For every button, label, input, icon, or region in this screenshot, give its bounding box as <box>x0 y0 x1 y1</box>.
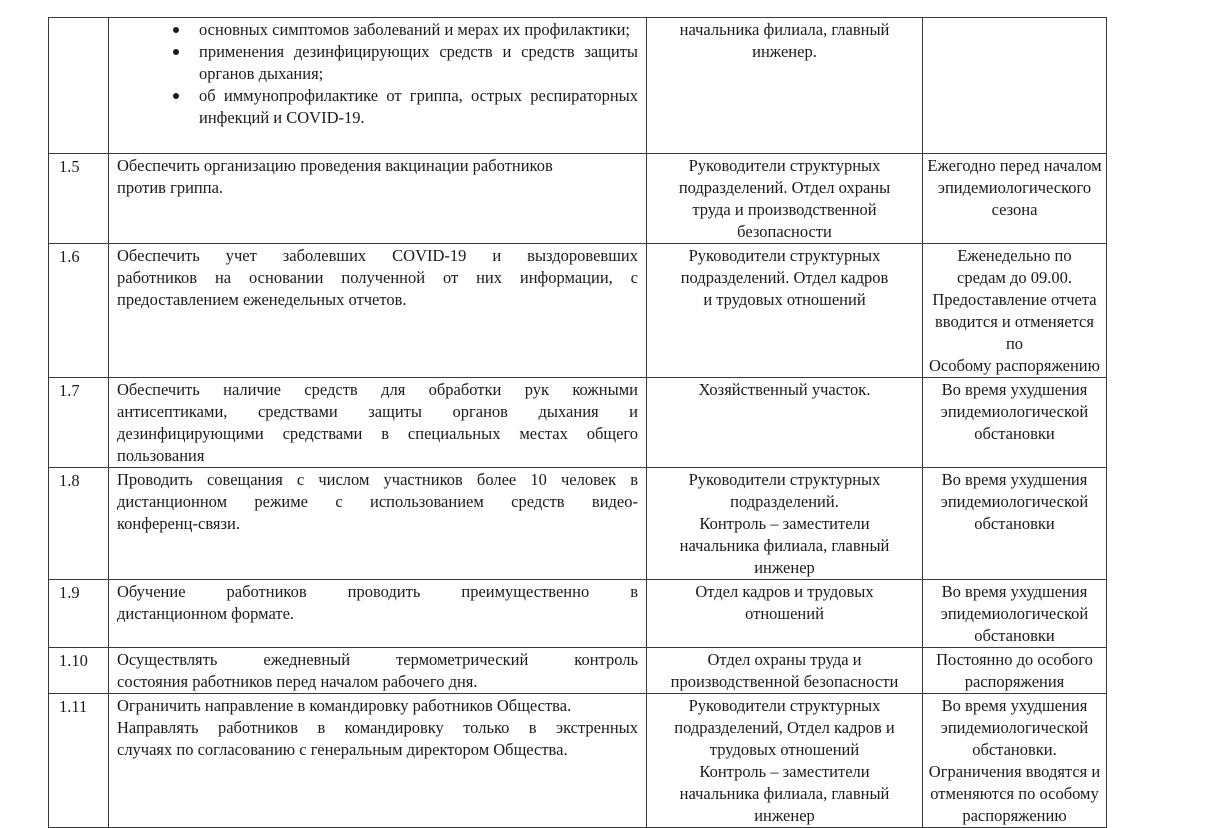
item-number: 1.5 <box>49 154 109 244</box>
responsible-line: подразделений, Отдел кадров и <box>674 718 895 737</box>
term-line: Во время ухудшения <box>941 380 1088 399</box>
term-cell <box>923 580 1107 648</box>
bullet-item: об иммунопрофилактике от гриппа, острых респираторных инфекций и COVID-19. <box>173 85 638 129</box>
term-line: Во время ухудшения <box>941 582 1088 601</box>
term-line: Предоставление отчета <box>932 290 1097 309</box>
action-line: Обеспечить наличие средств для обработки рук кожными <box>117 380 638 399</box>
bullet-item: применения дезинфицирующих средств и средств защиты органов дыхания; <box>173 41 638 85</box>
responsible-line: Контроль – заместители <box>699 762 870 781</box>
item-number <box>49 18 109 154</box>
term-line: обстановки <box>974 626 1055 645</box>
term-line: эпидемиологического <box>937 178 1092 197</box>
item-number: 1.6 <box>49 244 109 378</box>
action-cell <box>109 154 647 244</box>
action-cell <box>109 18 647 154</box>
term-cell <box>923 18 1107 154</box>
responsible-line: труда и производственной <box>692 200 877 219</box>
action-line: состояния работников перед началом рабочего дня. <box>117 672 478 691</box>
responsible-line: производственной безопасности <box>670 672 899 691</box>
document-page <box>48 17 1106 828</box>
action-line: Ограничить направление в командировку работников Общества. <box>117 696 572 715</box>
action-line: дезинфицирующими средствами в специальных местах общего <box>117 424 638 443</box>
term-line: Постоянно до особого <box>936 650 1093 669</box>
term-cell <box>923 378 1107 468</box>
table-row <box>49 694 1107 828</box>
responsible-line: Руководители структурных <box>688 470 881 489</box>
responsible-line: Руководители структурных <box>688 246 881 265</box>
term-line: Во время ухудшения <box>941 470 1088 489</box>
action-line: Обеспечить учет заболевших COVID-19 и выздоровевших <box>117 246 638 265</box>
action-line: пользования <box>117 446 205 465</box>
action-line: случаях по согласованию с генеральным директором Общества. <box>117 740 568 759</box>
action-line: антисептиками, средствами защиты органов дыхания и <box>117 402 638 421</box>
action-cell <box>109 468 647 580</box>
action-line: Обучение работников проводить преимущественно в <box>117 582 638 601</box>
table-row <box>49 378 1107 468</box>
bullet-item: основных симптомов заболеваний и мерах их профилактики; <box>173 19 638 41</box>
term-line: средам до 09.00. <box>957 268 1072 287</box>
action-cell <box>109 694 647 828</box>
responsible-line: Контроль – заместители <box>699 514 870 533</box>
action-line: Проводить совещания с числом участников более 10 человек в <box>117 470 638 489</box>
term-line: распоряжения <box>964 672 1065 691</box>
action-line: дистанционном режиме с использованием средств видео- <box>117 492 638 511</box>
term-line: эпидемиологической <box>940 718 1089 737</box>
term-cell <box>923 244 1107 378</box>
responsible-line: подразделений. <box>730 492 839 511</box>
item-number: 1.9 <box>49 580 109 648</box>
responsible-line: безопасности <box>737 222 832 241</box>
term-line: распоряжению <box>962 806 1067 825</box>
responsible-cell <box>647 18 923 154</box>
term-cell <box>923 154 1107 244</box>
responsible-line: Отдел кадров и трудовых <box>695 582 874 601</box>
term-line: эпидемиологической <box>940 402 1089 421</box>
action-line: Обеспечить организацию проведения вакцинации работников <box>117 156 553 175</box>
term-cell <box>923 468 1107 580</box>
term-line: Еженедельно по <box>957 246 1072 265</box>
term-cell <box>923 648 1107 694</box>
responsible-line: начальника филиала, главный <box>679 784 890 803</box>
term-line: эпидемиологической <box>940 492 1089 511</box>
action-cell <box>109 378 647 468</box>
term-line: Ежегодно перед началом <box>927 156 1102 175</box>
responsible-line: Руководители структурных <box>688 156 881 175</box>
table-row <box>49 244 1107 378</box>
responsible-line: и трудовых отношений <box>703 290 866 309</box>
action-line: Направлять работников в командировку только в экстренных <box>117 718 638 737</box>
responsible-cell <box>647 244 923 378</box>
table-row <box>49 18 1107 154</box>
responsible-cell <box>647 694 923 828</box>
table-row <box>49 468 1107 580</box>
responsible-line: отношений <box>745 604 824 623</box>
responsible-line: начальника филиала, главный <box>679 20 890 39</box>
action-line: Осуществлять ежедневный термометрический контроль <box>117 650 638 669</box>
responsible-line: инженер <box>754 806 815 825</box>
responsible-line: Хозяйственный участок. <box>698 380 871 399</box>
term-line: отменяются по особому <box>930 784 1099 803</box>
responsible-cell <box>647 580 923 648</box>
responsible-line: инженер. <box>752 42 817 61</box>
responsible-line: начальника филиала, главный <box>679 536 890 555</box>
item-number: 1.8 <box>49 468 109 580</box>
term-line: обстановки. <box>972 740 1057 759</box>
term-cell <box>923 694 1107 828</box>
item-number: 1.7 <box>49 378 109 468</box>
term-line: обстановки <box>974 514 1055 533</box>
responsible-line: инженер <box>754 558 815 577</box>
table-row <box>49 648 1107 694</box>
term-line: Ограничения вводятся и <box>928 762 1101 781</box>
measures-table <box>48 17 1107 828</box>
action-cell <box>109 244 647 378</box>
action-cell <box>109 580 647 648</box>
term-line: обстановки <box>974 424 1055 443</box>
responsible-line: Отдел охраны труда и <box>707 650 862 669</box>
action-line: дистанционном формате. <box>117 604 295 623</box>
responsible-cell <box>647 154 923 244</box>
term-line: сезона <box>991 200 1038 219</box>
table-row <box>49 154 1107 244</box>
responsible-cell <box>647 378 923 468</box>
responsible-cell <box>647 468 923 580</box>
action-line: предоставлением еженедельных отчетов. <box>117 290 407 309</box>
term-line: Во время ухудшения <box>941 696 1088 715</box>
responsible-line: подразделений. Отдел кадров <box>680 268 889 287</box>
term-line: Особому распоряжению <box>929 356 1100 375</box>
responsible-line: Руководители структурных <box>688 696 881 715</box>
action-cell <box>109 648 647 694</box>
item-number: 1.11 <box>49 694 109 828</box>
responsible-line: трудовых отношений <box>709 740 860 759</box>
responsible-line: подразделений. Отдел охраны <box>678 178 891 197</box>
item-number: 1.10 <box>49 648 109 694</box>
bullet-list <box>117 19 638 129</box>
table-row <box>49 580 1107 648</box>
term-line: эпидемиологической <box>940 604 1089 623</box>
responsible-cell <box>647 648 923 694</box>
term-line: вводится и отменяется по <box>935 312 1094 353</box>
action-line: работников на основании полученной от них информации, с <box>117 268 638 287</box>
action-line: против гриппа. <box>117 178 224 197</box>
action-line: конференц-связи. <box>117 514 240 533</box>
